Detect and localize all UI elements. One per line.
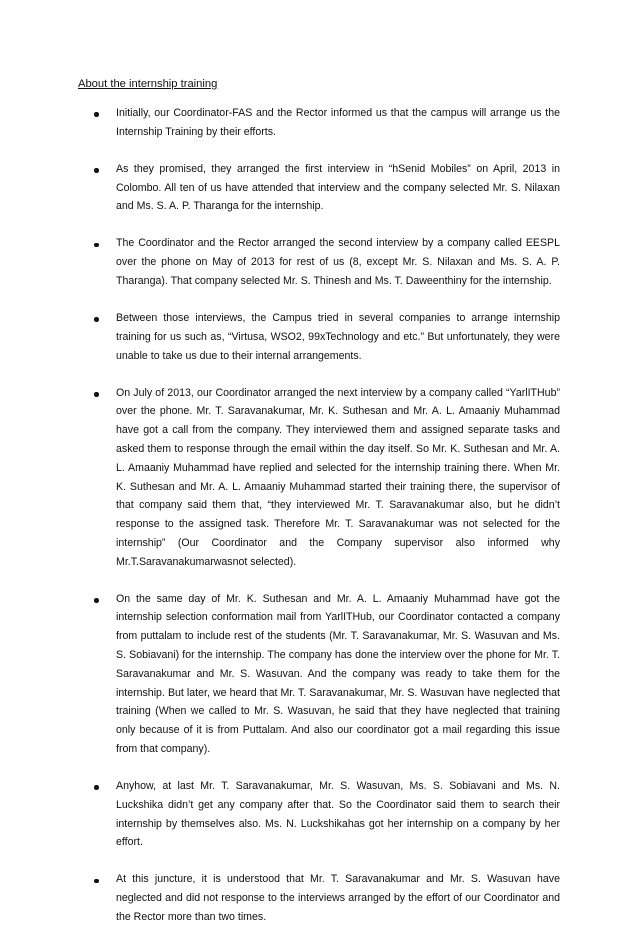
list-item — [0, 590, 638, 759]
paragraph-text: Initially, our Coordinator-FAS and the Rector informed us that the campus will arrange us the Internship Training by their efforts. — [116, 107, 560, 138]
bullet-icon — [94, 598, 99, 603]
paragraph-text: Between those interviews, the Campus tried in several companies to arrange internship training for us such as, “Virtusa, WSO2, 99xTechnology and etc.” But unfortunately, they were unable to take us due to their internal arrangements. — [116, 311, 560, 362]
bullet-icon — [94, 392, 99, 397]
paragraph-text: On July of 2013, our Coordinator arranged the next interview by a company called “YarlITHub” over the phone. Mr. T. Saravanakumar, Mr. K. Suthesan and Mr. A. L. Amaaniy Muhammad have got a call from the company. They interviewed them and assigned separate tasks and asked them to response through the email within the day itself. So Mr. K. Suthesan and Mr. A. L. Amaaniy Muhammad have replied and selected for the internship training there. When Mr. K. Suthesan and Mr. A. L. Amaaniy Muhammad started their training there, the supervisor of that company said them that, “they interviewed Mr. T. Saravanakumar also, but he didn’t response to the assigned task. Therefore Mr. T. Saravanakumar was not selected for the internship” (Our Coordinator and the Company supervisor also informed why Mr.T.Saravanakumarwasnot selected). — [116, 386, 560, 568]
section-heading: About the internship training — [78, 78, 218, 90]
bullet-icon — [94, 243, 99, 248]
bullet-icon — [94, 168, 99, 173]
paragraph-text: As they promised, they arranged the first interview in “hSenid Mobiles” on April, 2013 in Colombo. All ten of us have attended that interview and the company selected Mr. S. Nilaxan and Ms. S. A. P. Tharanga for the internship. — [116, 162, 560, 213]
list-item — [0, 309, 638, 365]
list-item — [0, 104, 638, 142]
paragraph-text: On the same day of Mr. K. Suthesan and Mr. A. L. Amaaniy Muhammad have got the internship selection conformation mail from YarlITHub, our Coordinator contacted a company from puttalam to include rest of the students (Mr. T. Saravanakumar, Mr. S. Wasuvan and Ms. S. Sobiavani) for the internship. The company has done the interview over the phone for Mr. T. Saravanakumar and Mr. S. Wasuvan. And the company was ready to take them for the internship. But later, we heard that Mr. T. Saravanakumar, Mr. S. Wasuvan have neglected that training (When we called to Mr. S. Wasuvan, he said that they have neglected that training only because of it is from Puttalam. And also our coordinator got a mail regarding this issue from that company). — [116, 592, 560, 756]
bullet-list — [0, 104, 638, 945]
bullet-icon — [94, 317, 99, 322]
paragraph-text: Anyhow, at last Mr. T. Saravanakumar, Mr. S. Wasuvan, Ms. S. Sobiavani and Ms. N. Luckshika didn’t get any company after that. So the Coordinator said them to search their internship by themselves also. Ms. N. Luckshikahas got her internship on a company by her effort. — [116, 780, 560, 849]
bullet-icon — [94, 112, 99, 117]
paragraph-text: The Coordinator and the Rector arranged the second interview by a company called EESPL over the phone on May of 2013 for rest of us (8, except Mr. S. Nilaxan and Ms. S. A. P. Tharanga). That company selected Mr. S. Thinesh and Ms. T. Daweenthiny for the internship. — [116, 237, 560, 287]
list-item — [0, 160, 638, 216]
list-item — [0, 234, 638, 290]
list-item — [0, 384, 638, 572]
bullet-icon — [94, 879, 99, 884]
paragraph-text: At this juncture, it is understood that Mr. T. Saravanakumar and Mr. S. Wasuvan have neglected and did not response to the interviews arranged by the effort of our Coordinator and the Rector more than two times. — [116, 873, 560, 923]
list-item — [0, 870, 638, 926]
list-item — [0, 777, 638, 852]
bullet-icon — [94, 785, 99, 790]
